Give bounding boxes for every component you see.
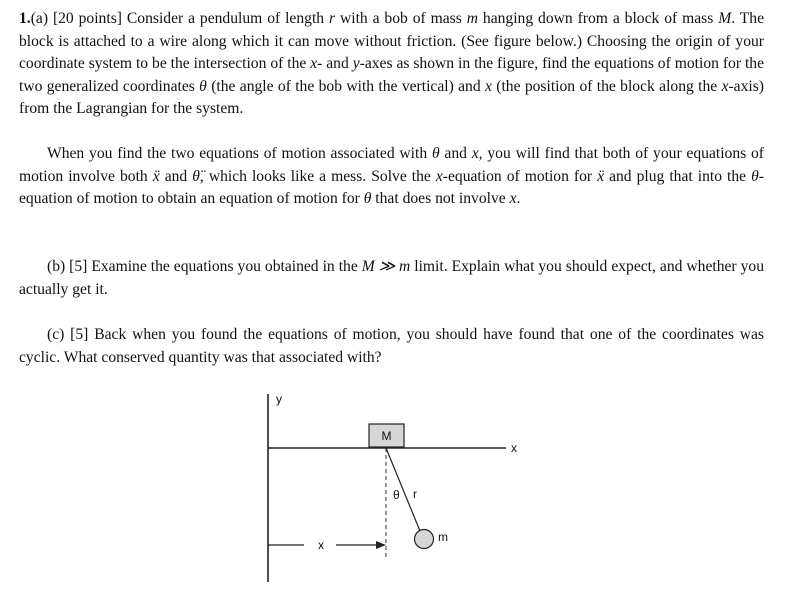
math-var: ẍ	[597, 167, 605, 185]
text-run: , which looks like a mess. Solve the	[199, 167, 436, 185]
text-run: and	[159, 167, 193, 185]
text-run: Back when you found the equations of motion, you should have found that one of the coordinates was cyclic. What conserved quantity was that associated with?	[19, 326, 764, 366]
math-expression: M ≫ m	[361, 258, 411, 275]
text-run: . The block is attached to a wire along which it can move without friction. (See figure below.) Choosing the origin of your coordinate system to be the intersection of the	[19, 10, 764, 72]
bob-label: m	[438, 530, 448, 544]
part-a-points: [20 points]	[52, 10, 122, 27]
part-a-label: (a)	[30, 10, 49, 27]
math-var: θ̈	[192, 167, 200, 185]
math-var: x	[509, 190, 517, 207]
text-run: and plug that into the	[604, 167, 752, 185]
text-run: .	[516, 190, 521, 207]
text-run: with a bob of mass	[335, 10, 467, 27]
math-var: θ	[199, 77, 207, 95]
math-var: θ	[363, 190, 372, 207]
part-b-points: [5]	[69, 258, 88, 275]
math-var: y	[352, 55, 360, 72]
text-run: hanging down from a block of mass	[478, 10, 719, 27]
text-run: When you find the two equations of motion associated with	[47, 145, 432, 162]
math-var: x	[721, 77, 729, 95]
text-run: -equation of motion for	[442, 167, 598, 185]
math-var: x	[435, 167, 443, 185]
text-run: - and	[317, 55, 353, 72]
x-axis-label: x	[511, 441, 517, 455]
math-var: m	[466, 10, 478, 27]
text-run: Consider a pendulum of length	[126, 10, 329, 27]
part-c-label: (c)	[47, 326, 65, 343]
part-b-label: (b)	[47, 258, 66, 275]
math-var: x	[484, 77, 492, 95]
math-var: r	[328, 10, 336, 27]
text-run: -axes as shown in the figure, find the equations of motion for the two generalized coordinates	[19, 55, 764, 95]
problem-number: 1.	[19, 10, 31, 27]
text-run: Examine the equations you obtained in the	[91, 258, 362, 275]
math-var: x	[471, 145, 479, 162]
position-arrowhead	[376, 541, 386, 549]
text-run: (the angle of the bob with the vertical) and	[206, 77, 485, 95]
text-run: -equation of motion to obtain an equation of motion for	[19, 167, 764, 207]
math-var: x	[310, 55, 318, 72]
pendulum-bob	[415, 530, 434, 549]
angle-label: θ	[393, 488, 400, 502]
math-var: ẍ	[152, 167, 160, 185]
length-label: r	[413, 487, 417, 501]
math-var: M	[718, 10, 732, 27]
text-run: and	[439, 145, 472, 162]
part-c-points: [5]	[70, 326, 89, 343]
text-run: (the position of the block along the	[491, 77, 722, 95]
math-var: θ	[751, 167, 759, 185]
math-var: θ	[431, 145, 440, 162]
position-label: x	[318, 538, 324, 552]
text-run: -axis) from the Lagrangian for the system.	[19, 77, 764, 117]
text-run: limit. Explain what you should expect, and whether you actually get it.	[19, 258, 764, 298]
text-run: , you will find that both of your equations of motion involve both	[19, 145, 764, 185]
block-label: M	[381, 429, 392, 443]
text-run: that does not involve	[371, 190, 510, 207]
y-axis-label: y	[276, 392, 282, 406]
